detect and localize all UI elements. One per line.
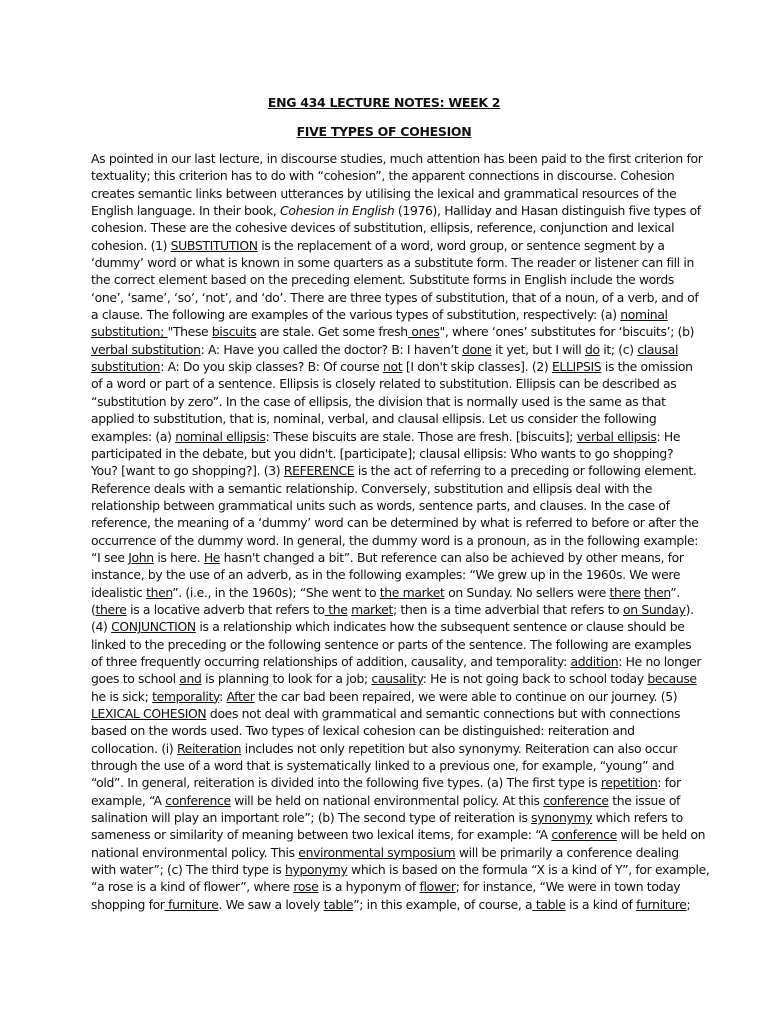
text-line — [91, 410, 677, 427]
text-run: As pointed in our last lecture, in discourse studies, much attention has been paid to the first criterion for — [91, 151, 703, 166]
underlined-term: conference — [551, 827, 617, 843]
text-run: which is based on the formula “X is a kind of Y”, for example, — [347, 862, 710, 878]
text-line — [91, 653, 702, 670]
text-line — [91, 306, 677, 323]
text-run: ", where ‘ones’ substitutes for ‘biscuits’; (b) — [439, 324, 695, 340]
text-line — [91, 757, 677, 774]
underlined-term: environmental symposium — [298, 844, 456, 860]
text-run: ; — [686, 896, 691, 912]
underlined-term: REFERENCE — [283, 463, 355, 479]
text-run: are stale. Get some fresh — [256, 324, 408, 340]
text-line — [91, 601, 694, 618]
text-line — [91, 688, 677, 705]
text-run: “I see — [91, 549, 129, 565]
text-run: participated in the debate, but you didn't. [participate]; clausal ellipsis: Who wants to go shopping? — [91, 445, 674, 461]
text-line — [91, 670, 697, 687]
text-line — [91, 896, 691, 913]
text-run: ‘one’, ‘same’, ‘so’, ‘not’, and ‘do’. There are three types of substitution, that of a noun, of a verb, and of — [91, 289, 699, 305]
text-run: sameness or similarity of meaning between two lexical items, for example: “A — [91, 827, 552, 843]
text-line — [91, 584, 680, 601]
underlined-term: verbal substitution — [91, 341, 201, 357]
document-title: ENG 434 LECTURE NOTES: WEEK 2 — [267, 95, 501, 110]
text-run: : for — [657, 775, 681, 791]
text-run: will be primarily a conference dealing — [455, 844, 679, 860]
underlined-term: hyponymy — [285, 862, 348, 878]
underlined-term: the — [324, 601, 348, 617]
text-run: : He — [656, 428, 681, 444]
underlined-term: He — [203, 549, 221, 565]
text-run: includes not only repetition but also synonymy. Reiteration can also occur — [241, 740, 678, 756]
text-line — [91, 740, 677, 757]
underlined-term: table — [323, 896, 354, 912]
underlined-term: there — [95, 601, 127, 617]
body-paragraph — [91, 150, 710, 913]
underlined-term: nominal — [620, 307, 668, 323]
text-line — [91, 861, 710, 878]
text-run: the issue of — [608, 792, 681, 808]
text-run: “a rose is a kind of flower”, where — [91, 879, 294, 895]
underlined-term: then — [146, 584, 173, 600]
underlined-term: LEXICAL COHESION — [91, 706, 207, 721]
text-run: is the act of referring to a preceding or following element. — [354, 463, 697, 479]
text-line — [91, 271, 677, 288]
text-run: ”. (i.e., in the 1960s); “She went to — [172, 584, 380, 600]
text-run: occurrence of the dummy word. In general, the dummy word is a pronoun, as in the following example: — [91, 532, 699, 548]
text-run: is here. — [153, 549, 204, 565]
text-line — [91, 167, 677, 184]
underlined-term: John — [128, 549, 154, 565]
text-run: creates semantic links between utterances by utilising the lexical and grammatical resources of the — [91, 185, 677, 201]
underlined-term: and — [179, 671, 202, 687]
text-run: : He is not going back to school today — [422, 671, 648, 687]
text-line — [91, 532, 699, 549]
text-run: : — [219, 688, 227, 704]
text-run: shopping for — [91, 896, 165, 912]
underlined-term: the market — [379, 584, 445, 600]
text-run: hasn't changed a bit”. But reference can also be achieved by other means, for — [220, 549, 684, 565]
underlined-term: addition — [570, 653, 619, 669]
text-run: : These biscuits are stale. Those are fresh. [biscuits]; — [265, 428, 577, 444]
text-line — [91, 549, 684, 566]
text-line — [91, 774, 681, 791]
underlined-term: there — [609, 584, 641, 600]
text-line — [91, 636, 692, 653]
text-run: based on the words used. Two types of lexical cohesion can be distinguished: reiteration and — [91, 723, 635, 739]
text-run: Reference deals with a semantic relationship. Conversely, substitution and ellipsis deal with the — [91, 480, 652, 496]
text-run: is a kind of — [565, 896, 637, 912]
text-run: ( — [91, 601, 96, 617]
text-run: is planning to look for a job; — [201, 671, 372, 687]
text-line — [91, 393, 677, 410]
underlined-term: SUBSTITUTION — [170, 237, 258, 253]
text-run: textuality; this criterion has to do with “cohesion”, the apparent connections in discourse. Cohesion — [91, 168, 675, 184]
text-line — [91, 705, 681, 722]
underlined-term: synonymy — [531, 810, 593, 826]
text-line — [91, 219, 677, 236]
text-line — [91, 202, 701, 219]
text-run: is a locative adverb that refers to — [126, 601, 325, 617]
text-run: will be held on — [616, 827, 706, 843]
text-run: : A: Have you called the doctor? B: I haven’t — [200, 341, 463, 357]
text-line — [91, 792, 681, 809]
text-line — [91, 480, 677, 497]
text-line — [91, 358, 693, 375]
text-run: does not deal with grammatical and semantic connections but with connections — [206, 706, 681, 721]
underlined-term: verbal ellipsis — [576, 428, 657, 444]
text-run: on Sunday. No sellers were — [444, 584, 610, 600]
underlined-term: nominal ellipsis — [175, 428, 266, 444]
underlined-term: do — [584, 341, 600, 357]
text-run: it; (c) — [599, 341, 638, 357]
text-run: is a relationship which indicates how the subsequent sentence or clause should be — [195, 619, 685, 635]
underlined-term: CONJUNCTION — [111, 619, 196, 635]
text-line — [91, 462, 697, 479]
text-run: reference, the meaning of a ‘dummy’ word can be determined by what is referred to before or after the — [91, 515, 699, 531]
text-run: is a hyponym of — [318, 879, 420, 895]
text-run: : A: Do you skip classes? B: Of course — [160, 359, 384, 375]
italic-title: Cohesion in English — [280, 203, 395, 219]
text-run: cohesion. (1) — [91, 237, 171, 253]
text-line — [91, 150, 703, 167]
underlined-term: market — [351, 601, 393, 617]
text-line — [91, 375, 677, 392]
underlined-term: After — [226, 688, 255, 704]
text-run: it yet, but I will — [491, 341, 585, 357]
text-run: of three frequently occurring relationships of addition, causality, and temporality: — [91, 653, 571, 669]
text-line — [91, 428, 681, 445]
text-run: idealistic — [91, 584, 147, 600]
text-run: ). — [685, 601, 694, 617]
text-line — [91, 289, 699, 306]
underlined-term: ELLIPSIS — [551, 359, 602, 375]
text-run: ”. — [670, 584, 680, 600]
text-run: the correct element based on the preceding element. Substitute forms in English include the words — [91, 272, 675, 288]
underlined-term: furniture — [636, 896, 687, 912]
underlined-term: ones — [407, 324, 440, 340]
underlined-term: not — [383, 359, 403, 375]
text-run: [I don't skip classes]. (2) — [402, 359, 552, 375]
text-run: collocation. (i) — [91, 740, 177, 756]
underlined-term: conference — [543, 792, 609, 808]
underlined-term: then — [644, 584, 671, 600]
text-run: national environmental policy. This — [91, 844, 299, 860]
text-run: example, “A — [91, 792, 166, 808]
text-run: ; for instance, “We were in town today — [455, 879, 681, 895]
text-run: ”; in this example, of course, a — [353, 896, 533, 912]
text-run: which refers to — [592, 810, 683, 826]
text-line — [91, 185, 677, 202]
text-line — [91, 844, 677, 861]
underlined-term: temporality — [152, 688, 220, 704]
text-run: is the replacement of a word, word group, or sentence segment by a — [257, 237, 665, 253]
text-line — [91, 497, 677, 514]
underlined-term: conference — [165, 792, 231, 808]
text-run: a clause. The following are examples of the various types of substitution, respectively: (a) — [91, 307, 621, 323]
text-run: instance, by the use of an adverb, as in the following examples: “We grew up in the 1960s. We were — [91, 567, 681, 583]
text-run: salination will play an important role”; (b) The second type of reiteration is — [91, 810, 532, 826]
text-run: he is sick; — [91, 688, 153, 704]
underlined-term: furniture — [164, 896, 219, 912]
text-run: “substitution by zero”. In the case of ellipsis, the division that is normally used is the same as that — [91, 393, 666, 409]
text-run: through the use of a word that is systematically linked to a previous one, for example, “young” and — [91, 758, 675, 774]
text-run: . We saw a lovely — [218, 896, 324, 912]
text-run: : He no longer — [618, 653, 702, 669]
underlined-term: biscuits — [211, 324, 257, 340]
text-line — [91, 722, 677, 739]
text-run: "These — [167, 324, 212, 340]
underlined-term: clausal — [637, 341, 679, 357]
text-run: will be held on national environmental policy. At this — [230, 792, 544, 808]
text-run: “old”. In general, reiteration is divided into the following five types. (a) The first type is — [91, 775, 601, 791]
text-run: ‘dummy’ word or what is known in some quarters as a substitute form. The reader or listener can fill in — [91, 255, 694, 271]
text-run: of a word or part of a sentence. Ellipsis is closely related to substitution. Ellipsis can be described as — [91, 376, 677, 392]
text-line — [91, 514, 699, 531]
text-line — [91, 323, 695, 340]
text-run: cohesion. These are the cohesive devices of substitution, ellipsis, reference, conjunction and lexical — [91, 220, 675, 236]
text-run: is the omission — [601, 359, 693, 375]
underlined-term: repetition — [600, 775, 658, 791]
text-run: You? [want to go shopping?]. (3) — [91, 463, 284, 479]
text-run: applied to substitution, that is, nominal, verbal, and clausal ellipsis. Let us consider the following — [91, 411, 657, 427]
text-line — [91, 445, 677, 462]
text-line — [91, 878, 681, 895]
text-line — [91, 237, 677, 254]
text-run: the car bad been repaired, we were able to continue on our journey. (5) — [254, 688, 678, 704]
text-run: with water”; (c) The third type is — [91, 862, 286, 878]
text-run: goes to school — [91, 671, 180, 687]
underlined-term: causality — [371, 671, 423, 687]
underlined-term: flower — [419, 879, 456, 895]
text-run: English language. In their book, — [91, 203, 281, 219]
underlined-term: substitution — [91, 359, 161, 375]
text-run: (4) — [91, 619, 112, 635]
text-run: ; then is a time adverbial that refers to — [392, 601, 623, 617]
text-run: relationship between grammatical units such as words, sentence parts, and clauses. In the case of — [91, 497, 670, 513]
text-line — [91, 566, 681, 583]
text-line — [91, 341, 677, 358]
text-run: linked to the preceding or the following sentence or parts of the sentence. The following are examples — [91, 636, 692, 652]
document-subtitle: FIVE TYPES OF COHESION — [296, 124, 472, 139]
underlined-term: rose — [293, 879, 319, 895]
text-line — [91, 809, 683, 826]
underlined-term: done — [462, 341, 492, 357]
underlined-term: on Sunday — [623, 601, 686, 617]
underlined-term: substitution; — [91, 324, 168, 340]
text-line — [91, 826, 706, 843]
underlined-term: Reiteration — [176, 740, 242, 756]
text-run: (1976), Halliday and Hasan distinguish five types of — [394, 203, 701, 219]
text-run: examples: (a) — [91, 428, 176, 444]
underlined-term: table — [532, 896, 566, 912]
text-line — [91, 618, 685, 635]
text-line — [91, 254, 694, 271]
underlined-term: because — [647, 671, 697, 687]
